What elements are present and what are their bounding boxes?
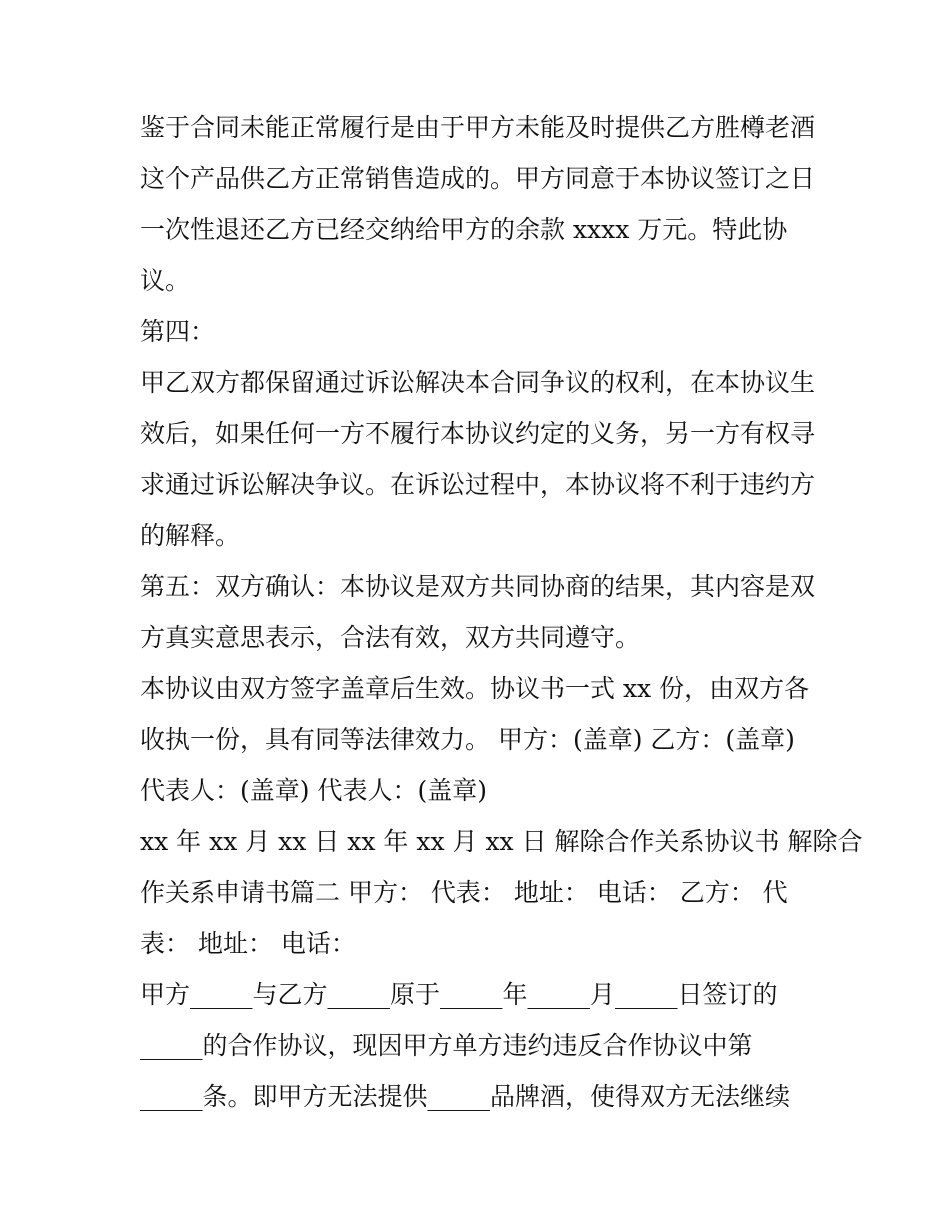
text-line: 效后，如果任何一方不履行本协议约定的义务，另一方有权寻 — [140, 419, 816, 448]
text-line: 求通过诉讼解决争议。在诉讼过程中，本协议将不利于违约方 — [140, 470, 816, 499]
text-line: 一次性退还乙方已经交纳给甲方的余款 xxxx 万元。特此协 — [140, 215, 788, 244]
text-line: 甲乙双方都保留通过诉讼解决本合同争议的权利，在本协议生 — [140, 368, 816, 397]
text-line: 本协议由双方签字盖章后生效。协议书一式 xx 份，由双方各 — [140, 674, 810, 703]
text-line: xx 年 xx 月 xx 日 xx 年 xx 月 xx 日 解除合作关系协议书 解除合 — [140, 827, 863, 856]
text-line: 收执一份，具有同等法律效力。 甲方：(盖章) 乙方：(盖章) — [140, 725, 795, 754]
text-line: 第五：双方确认：本协议是双方共同协商的结果，其内容是双 — [140, 572, 816, 601]
text-line: 议。 — [140, 266, 191, 295]
text-line: 代表人：(盖章) 代表人：(盖章) — [140, 776, 487, 805]
text-line: _____的合作协议，现因甲方单方违约违反合作协议中第 — [140, 1031, 753, 1060]
text-line: _____条。即甲方无法提供_____品牌酒，使得双方无法继续 — [140, 1082, 791, 1111]
text-line: 甲方_____与乙方_____原于_____年_____月_____日签订的 — [140, 980, 778, 1009]
text-line: 鉴于合同未能正常履行是由于甲方未能及时提供乙方胜樽老酒 — [140, 113, 816, 142]
text-line: 方真实意思表示，合法有效，双方共同遵守。 — [140, 623, 641, 652]
text-line: 的解释。 — [140, 521, 241, 550]
text-line: 这个产品供乙方正常销售造成的。甲方同意于本协议签订之日 — [140, 164, 816, 193]
section-heading: 第四： — [140, 317, 216, 346]
text-line: 表： 地址： 电话： — [140, 929, 356, 958]
text-line: 作关系申请书篇二 甲方： 代表： 地址： 电话： 乙方： 代 — [140, 878, 788, 907]
